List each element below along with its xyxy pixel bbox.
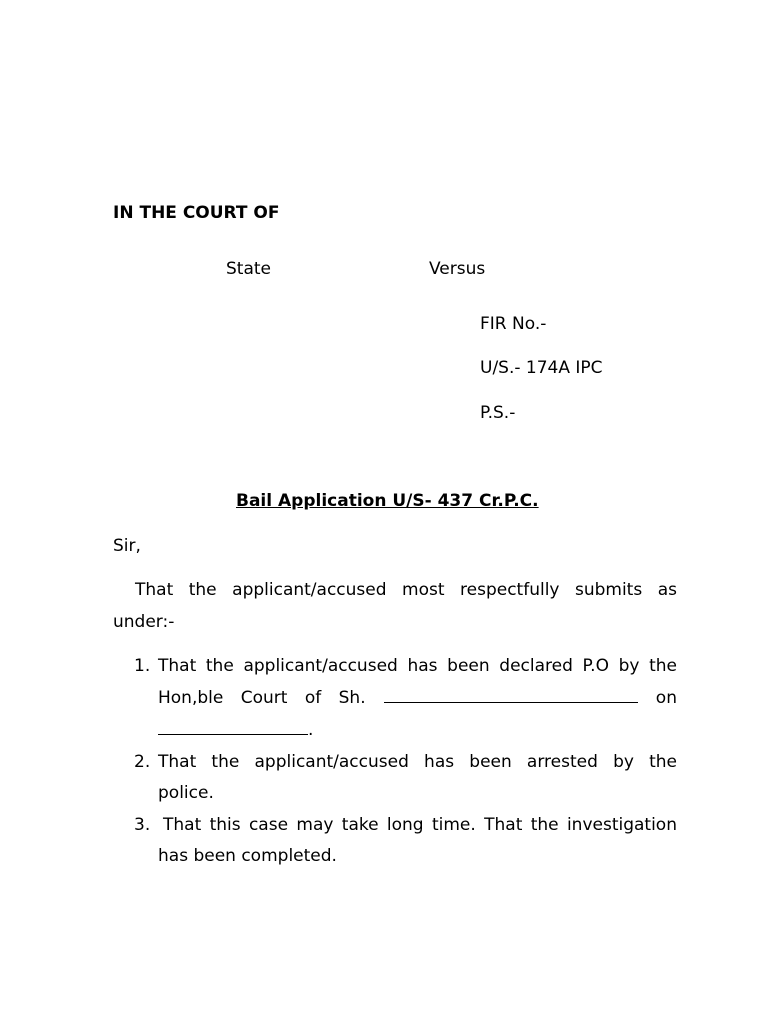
police-station: P.S.- [480, 403, 516, 423]
application-title: Bail Application U/S- 437 Cr.P.C. [236, 491, 539, 511]
item-3-line-2: has been completed. [158, 846, 337, 866]
item-2-line-1: That the applicant/accused has been arrested by the [158, 752, 677, 772]
item-1-period: . [308, 720, 314, 740]
date-blank [158, 733, 308, 735]
item-2-line-2: police. [158, 783, 214, 803]
item-1-number: 1. [134, 656, 151, 676]
item-3-line-1: That this case may take long time. That the investigation [163, 815, 677, 835]
item-2-number: 2. [134, 752, 151, 772]
party-state: State [226, 259, 271, 279]
party-versus: Versus [429, 259, 486, 279]
fir-number: FIR No.- [480, 314, 547, 334]
item-1-line-1: That the applicant/accused has been declared P.O by the [158, 656, 677, 676]
salutation: Sir, [113, 536, 141, 556]
item-1-on-text: on [655, 688, 677, 708]
judge-name-blank [384, 701, 638, 703]
intro-line-1: That the applicant/accused most respectfully submits as [135, 580, 677, 600]
section-under: U/S.- 174A IPC [480, 358, 603, 378]
item-3-number: 3. [134, 815, 151, 835]
item-1-line-2 [158, 688, 677, 708]
intro-line-2: under:- [113, 612, 175, 632]
item-1-court-text: Hon,ble Court of Sh. [158, 688, 366, 708]
court-heading: IN THE COURT OF [113, 203, 280, 223]
item-1-line-3 [158, 720, 313, 740]
